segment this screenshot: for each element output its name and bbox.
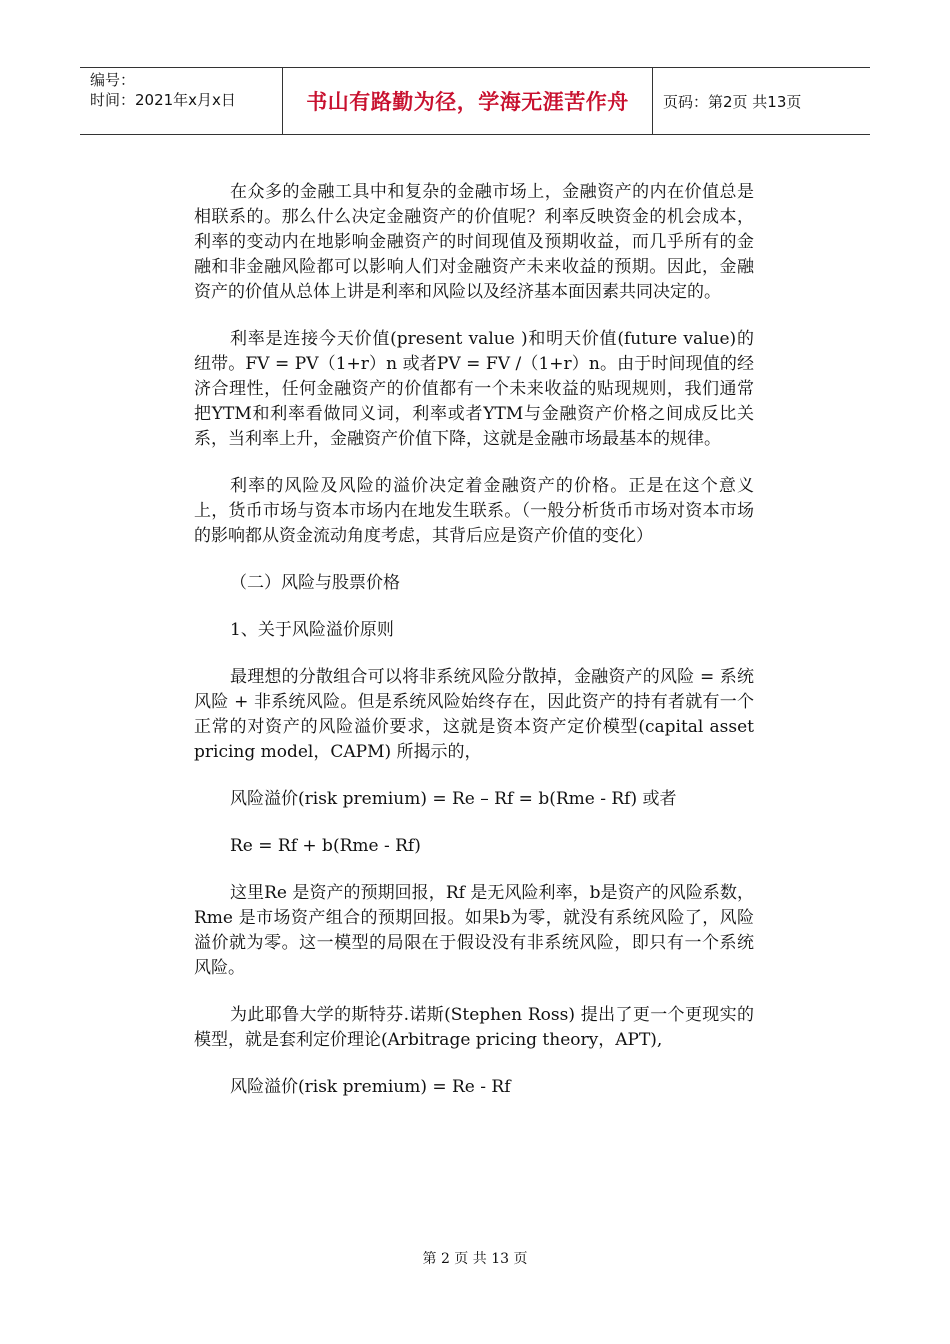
paragraph-intro: 在众多的金融工具中和复杂的金融市场上，金融资产的内在价值总是相联系的。那么什么决定金融资产的价值呢？利率反映资金的机会成本，利率的变动内在地影响金融资产的时间现值及预期收益，而几乎所有的金融和非金融风险都可以影响人们对金融资产未来收益的预期。因此，金融资产的价值从总体上讲是利率和风险以及经济基本面因素共同决定的。 [194, 182, 754, 302]
document-date: 时间：2021年x月x日 [90, 91, 236, 109]
formula-apt-risk-premium: 风险溢价(risk premium) = Re - Rf [230, 1077, 511, 1097]
page-footer: 第 2 页 共 13 页 [422, 1251, 528, 1267]
subsection-heading: 1、关于风险溢价原则 [230, 620, 394, 640]
paragraph-interest-rate: 利率是连接今天价值(present value )和明天价值(future value)的纽带。FV = PV（1+r）n 或者PV = FV /（1+r）n。由于时间现值的经济合理性，任何金融资产的价值都有一个未来收益的贴现规则，我们通常把YTM和利率看做同义词，利率或者YTM与金融资产价格之间成反比关系，当利率上升，金融资产价值下降，这就是金融市场最基本的规律。 [194, 329, 754, 449]
header-meta [80, 68, 283, 134]
page-header [80, 67, 870, 135]
document-body [194, 180, 754, 1122]
formula-risk-premium: 风险溢价(risk premium) = Re – Rf = b(Rme - Rf) 或者 [230, 789, 677, 809]
paragraph-apt: 为此耶鲁大学的斯特芬.诺斯(Stephen Ross) 提出了更一个更现实的模型，就是套利定价理论(Arbitrage pricing theory，APT), [194, 1005, 754, 1050]
section-heading: （二）风险与股票价格 [230, 573, 400, 593]
document-number: 编号： [90, 71, 136, 89]
paragraph-capm-explanation: 这里Re 是资产的预期回报，Rf 是无风险利率，b是资产的风险系数，Rme 是市场资产组合的预期回报。如果b为零，就没有系统风险了，风险溢价就为零。这一模型的局限在于假设没有非系统风险，即只有一个系统风险。 [194, 883, 754, 978]
header-page-info: 页码：第2页 共13页 [663, 92, 802, 111]
paragraph-capm: 最理想的分散组合可以将非系统风险分散掉，金融资产的风险 = 系统风险 + 非系统风险。但是系统风险始终存在，因此资产的持有者就有一个正常的对资产的风险溢价要求，这就是资本资产定价模型(capital asset pricing model，CAPM) 所揭示的， [194, 667, 754, 762]
formula-expected-return: Re = Rf + b(Rme - Rf) [230, 836, 421, 856]
header-motto: 书山有路勤为径，学海无涯苦作舟 [283, 68, 653, 134]
paragraph-risk-premium-price: 利率的风险及风险的溢价决定着金融资产的价格。正是在这个意义上，货币市场与资本市场内在地发生联系。（一般分析货币市场对资本市场的影响都从资金流动角度考虑，其背后应是资产价值的变化） [194, 476, 754, 546]
